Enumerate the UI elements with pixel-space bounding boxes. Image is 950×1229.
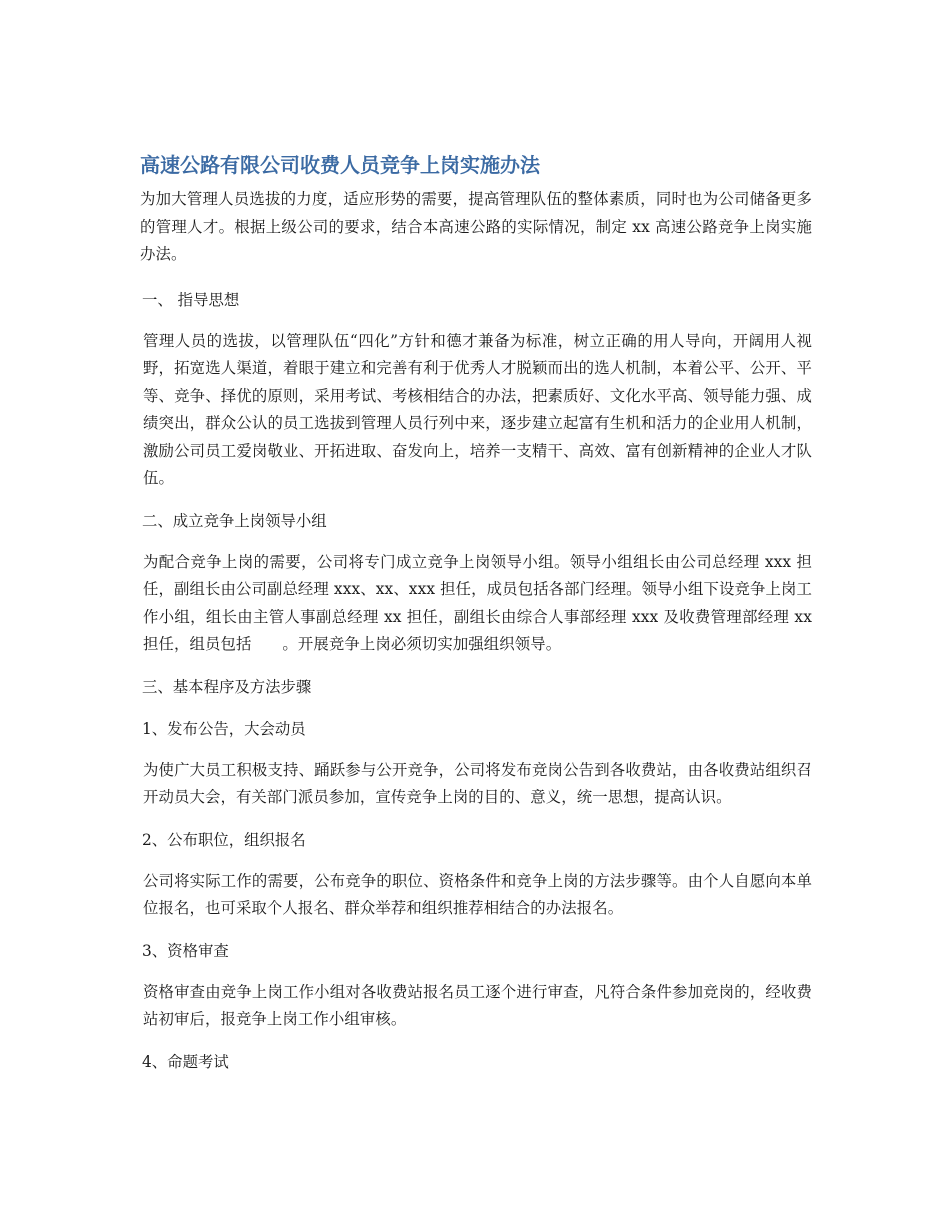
section-heading-procedures: 三、基本程序及方法步骤 <box>142 677 312 696</box>
intro-paragraph: 为加大管理人员选拔的力度，适应形势的需要，提高管理队伍的整体素质，同时也为公司储备更多的管理人才。根据上级公司的要求，结合本高速公路的实际情况，制定 xx 高速公路竞争上岗实施办法。 <box>140 190 812 263</box>
document-body <box>140 150 812 1090</box>
subsection-body-registration: 公司将实际工作的需要，公布竞争的职位、资格条件和竞争上岗的方法步骤等。由个人自愿向本单位报名，也可采取个人报名、群众举荐和组织推荐相结合的办法报名。 <box>143 871 812 917</box>
subsection-heading-announcement: 1、发布公告，大会动员 <box>142 719 306 738</box>
section-body-leadership-group: 为配合竞争上岗的需要，公司将专门成立竞争上岗领导小组。领导小组组长由公司总经理 xxx 担任，副组长由公司副总经理 xxx、xx、xxx 担任，成员包括各部门经理。领导小组下设竞争上岗工作小组，组长由主管人事副总经理 xx 担任，副组长由综合人事部经理 xxx 及收费管理部经理 xx 担任，组员包括 。开展竞争上岗必须切实加强组织领导。 <box>143 552 812 653</box>
section-heading-guiding-ideology: 一、 指导思想 <box>142 290 240 309</box>
section-body-guiding-ideology: 管理人员的选拔，以管理队伍“四化”方针和德才兼备为标准，树立正确的用人导向，开阔用人视野，拓宽选人渠道，着眼于建立和完善有利于优秀人才脱颖而出的选人机制，本着公平、公开、平等、竞争、择优的原则，采用考试、考核相结合的办法，把素质好、文化水平高、领导能力强、成绩突出，群众公认的员工选拔到管理人员行列中来，逐步建立起富有生机和活力的企业用人机制，激励公司员工爱岗敬业、开拓进取、奋发向上，培养一支精干、高效、富有创新精神的企业人才队伍。 <box>143 331 812 487</box>
subsection-heading-exam: 4、命题考试 <box>142 1052 229 1071</box>
subsection-heading-registration: 2、公布职位，组织报名 <box>142 830 306 849</box>
subsection-body-qualification-review: 资格审查由竞争上岗工作小组对各收费站报名员工逐个进行审查，凡符合条件参加竞岗的，经收费站初审后，报竞争上岗工作小组审核。 <box>143 982 812 1028</box>
subsection-body-announcement: 为使广大员工积极支持、踊跃参与公开竞争，公司将发布竞岗公告到各收费站，由各收费站组织召开动员大会，有关部门派员参加，宣传竞争上岗的目的、意义，统一思想，提高认识。 <box>143 760 812 806</box>
document-title: 高速公路有限公司收费人员竞争上岗实施办法 <box>140 153 540 177</box>
section-heading-leadership-group: 二、成立竞争上岗领导小组 <box>142 511 327 530</box>
subsection-heading-qualification-review: 3、资格审查 <box>142 941 229 960</box>
